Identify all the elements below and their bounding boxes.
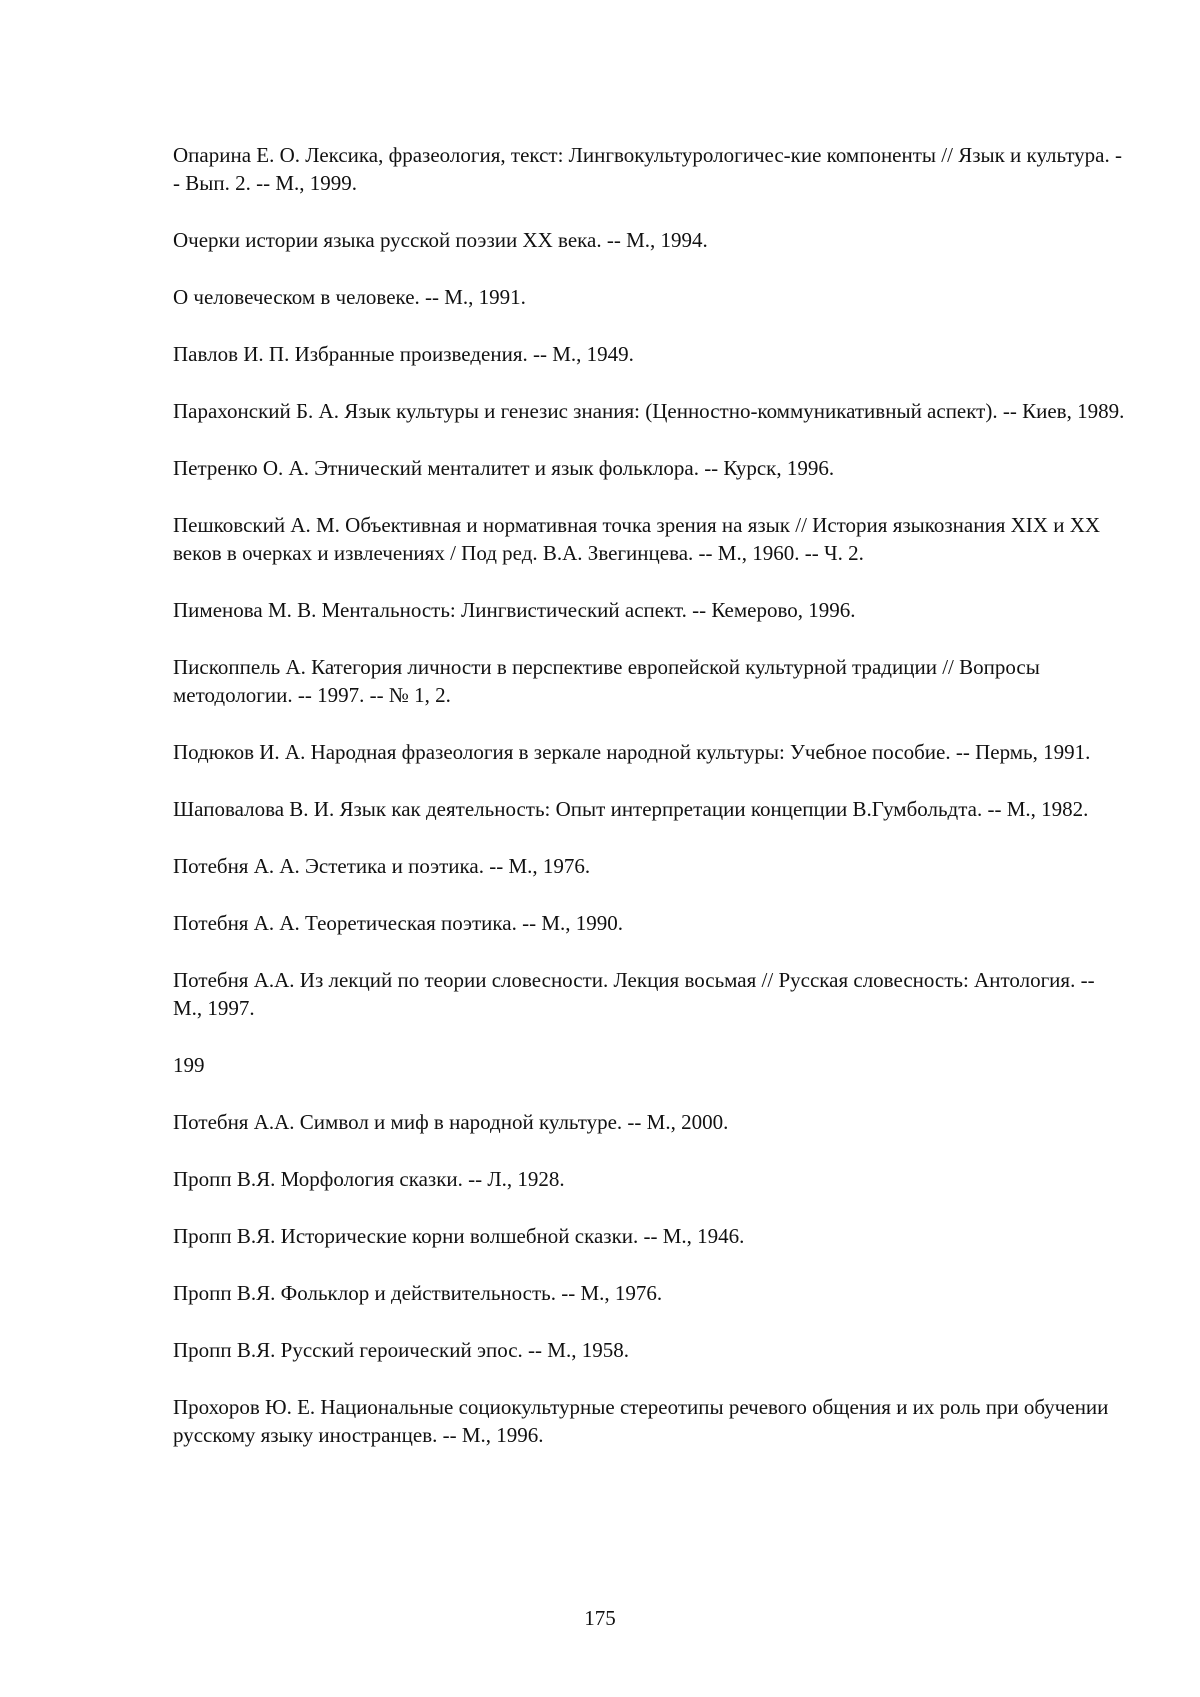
- bibliography-entry: О человеческом в человеке. -- М., 1991.: [173, 285, 526, 309]
- bibliography-entry: Петренко О. А. Этнический менталитет и язык фольклора. -- Курск, 1996.: [173, 456, 835, 480]
- bibliography-entry: Подюков И. А. Народная фразеология в зеркале народной культуры: Учебное пособие. -- Пермь, 1991.: [173, 740, 1091, 764]
- page-number: 175: [584, 1606, 616, 1630]
- bibliography-entry: Пименова М. В. Ментальность: Лингвистический аспект. -- Кемерово, 1996.: [173, 598, 856, 622]
- bibliography-entry: Потебня А. А. Теоретическая поэтика. -- М., 1990.: [173, 911, 624, 935]
- bibliography-entry: Пропп В.Я. Исторические корни волшебной сказки. -- М., 1946.: [173, 1224, 745, 1248]
- bibliography-entry: Павлов И. П. Избранные произведения. -- М., 1949.: [173, 342, 634, 366]
- bibliography-entry: Потебня А. А. Эстетика и поэтика. -- М., 1976.: [173, 854, 591, 878]
- bibliography-entry: Пископпель А. Категория личности в перспективе европейской культурной традиции // Вопросы методологии. -- 1997. -- № 1, 2.: [173, 655, 1040, 707]
- bibliography-entry: Пешковский А. М. Объективная и нормативная точка зрения на язык // История языкознания XIX и ХХ веков в очерках и извлечениях / Под ред. В.А. Звегинцева. -- М., 1960. -- Ч. 2.: [173, 513, 1101, 565]
- bibliography-entry: Пропп В.Я. Фольклор и действительность. -- М., 1976.: [173, 1281, 663, 1305]
- bibliography-entry: Потебня А.А. Из лекций по теории словесности. Лекция восьмая // Русская словесность: Антология. -- М., 1997.: [173, 968, 1095, 1020]
- bibliography-entry: Пропп В.Я. Морфология сказки. -- Л., 1928.: [173, 1167, 565, 1191]
- bibliography-list: [173, 141, 1128, 1478]
- bibliography-entry: Опарина Е. О. Лексика, фразеология, текст: Лингвокультурологичес-кие компоненты // Язык и культура. -- Вып. 2. -- М., 1999.: [173, 143, 1122, 195]
- bibliography-entry: Пропп В.Я. Русский героический эпос. -- М., 1958.: [173, 1338, 629, 1362]
- bibliography-entry: Шаповалова В. И. Язык как деятельность: Опыт интерпретации концепции В.Гумбольдта. -- М., 1982.: [173, 797, 1089, 821]
- bibliography-entry: Очерки истории языка русской поэзии ХХ века. -- М., 1994.: [173, 228, 708, 252]
- bibliography-entry: Прохоров Ю. Е. Национальные социокультурные стереотипы речевого общения и их роль при обучении русскому языку иностранцев. -- М., 1996.: [173, 1395, 1109, 1447]
- bibliography-entry: Парахонский Б. А. Язык культуры и генезис знания: (Ценностно-коммуникативный аспект). -- Киев, 1989.: [173, 399, 1125, 423]
- bibliography-entry: Потебня А.А. Символ и миф в народной культуре. -- М., 2000.: [173, 1110, 729, 1134]
- inline-source-page-number: 199: [173, 1053, 205, 1077]
